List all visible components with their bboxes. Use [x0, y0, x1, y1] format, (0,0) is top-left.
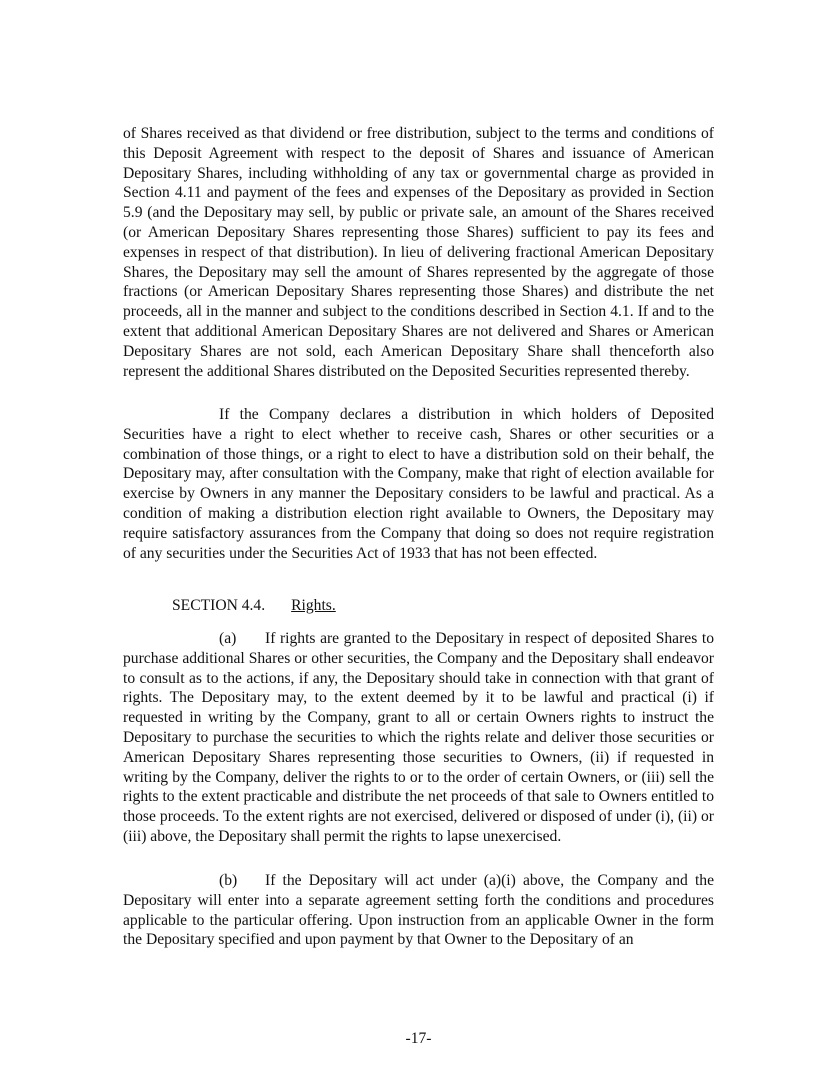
- page-number: -17-: [405, 1030, 432, 1047]
- paragraph-a-text: If rights are granted to the Depositary in respect of deposited Shares to purchase additional Shares or other securities, the Company and the Depositary shall endeavor to consult as to the actions, if any, the Depositary should take in connection with that grant of rights. The Depositary may, to the extent deemed by it to be lawful and practical (i) if requested in writing by the Company, grant to all or certain Owners rights to instruct the Depositary to purchase the securities to which the rights relate and deliver those securities or American Depositary Shares representing those securities to Owners, (ii) if requested in writing by the Company, deliver the rights to or to the order of certain Owners, or (iii) sell the rights to the extent practicable and distribute the net proceeds of that sale to Owners entitled to those proceeds. To the extent rights are not exercised, delivered or disposed of under (i), (ii) or (iii) above, the Depositary shall permit the rights to lapse unexercised.: [123, 630, 714, 845]
- paragraph-b-marker: (b): [219, 872, 238, 889]
- section-heading: [172, 596, 336, 616]
- paragraph-continued: of Shares received as that dividend or free distribution, subject to the terms and conditions of this Deposit Agreement with respect to the deposit of Shares and issuance of American Depositary Shares, including withholding of any tax or governmental charge as provided in Section 4.11 and payment of the fees and expenses of the Depositary as provided in Section 5.9 (and the Depositary may sell, by public or private sale, an amount of the Shares received (or American Depositary Shares representing those Shares) sufficient to pay its fees and expenses in respect of that distribution). In lieu of delivering fractional American Depositary Shares, the Depositary may sell the amount of Shares represented by the aggregate of those fractions (or American Depositary Shares representing those Shares) and distribute the net proceeds, all in the manner and subject to the conditions described in Section 4.1. If and to the extent that additional American Depositary Shares are not delivered and Shares or American Depositary Shares are not sold, each American Depositary Share shall thenceforth also represent the additional Shares distributed on the Deposited Securities represented thereby.: [123, 125, 714, 380]
- paragraph-distribution-election: If the Company declares a distribution in which holders of Deposited Securities have a right to elect whether to receive cash, Shares or other securities or a combination of those things, or a right to elect to have a distribution sold on their behalf, the Depositary may, after consultation with the Company, make that right of election available for exercise by Owners in any manner the Depositary considers to be lawful and practical. As a condition of making a distribution election right available to Owners, the Depositary may require satisfactory assurances from the Company that doing so does not require registration of any securities under the Securities Act of 1933 that has not been effected.: [123, 406, 714, 562]
- paragraph-b-text: If the Depositary will act under (a)(i) above, the Company and the Depositary will enter into a separate agreement setting forth the conditions and procedures applicable to the particular offering. Upon instruction from an applicable Owner in the form the Depositary specified and upon payment by that Owner to the Depositary of an: [123, 872, 714, 949]
- section-title: Rights.: [291, 597, 336, 614]
- section-number: SECTION 4.4.: [172, 597, 266, 614]
- paragraph-a-marker: (a): [219, 630, 237, 647]
- paragraph-a: [123, 629, 714, 847]
- paragraph-b: [123, 871, 714, 950]
